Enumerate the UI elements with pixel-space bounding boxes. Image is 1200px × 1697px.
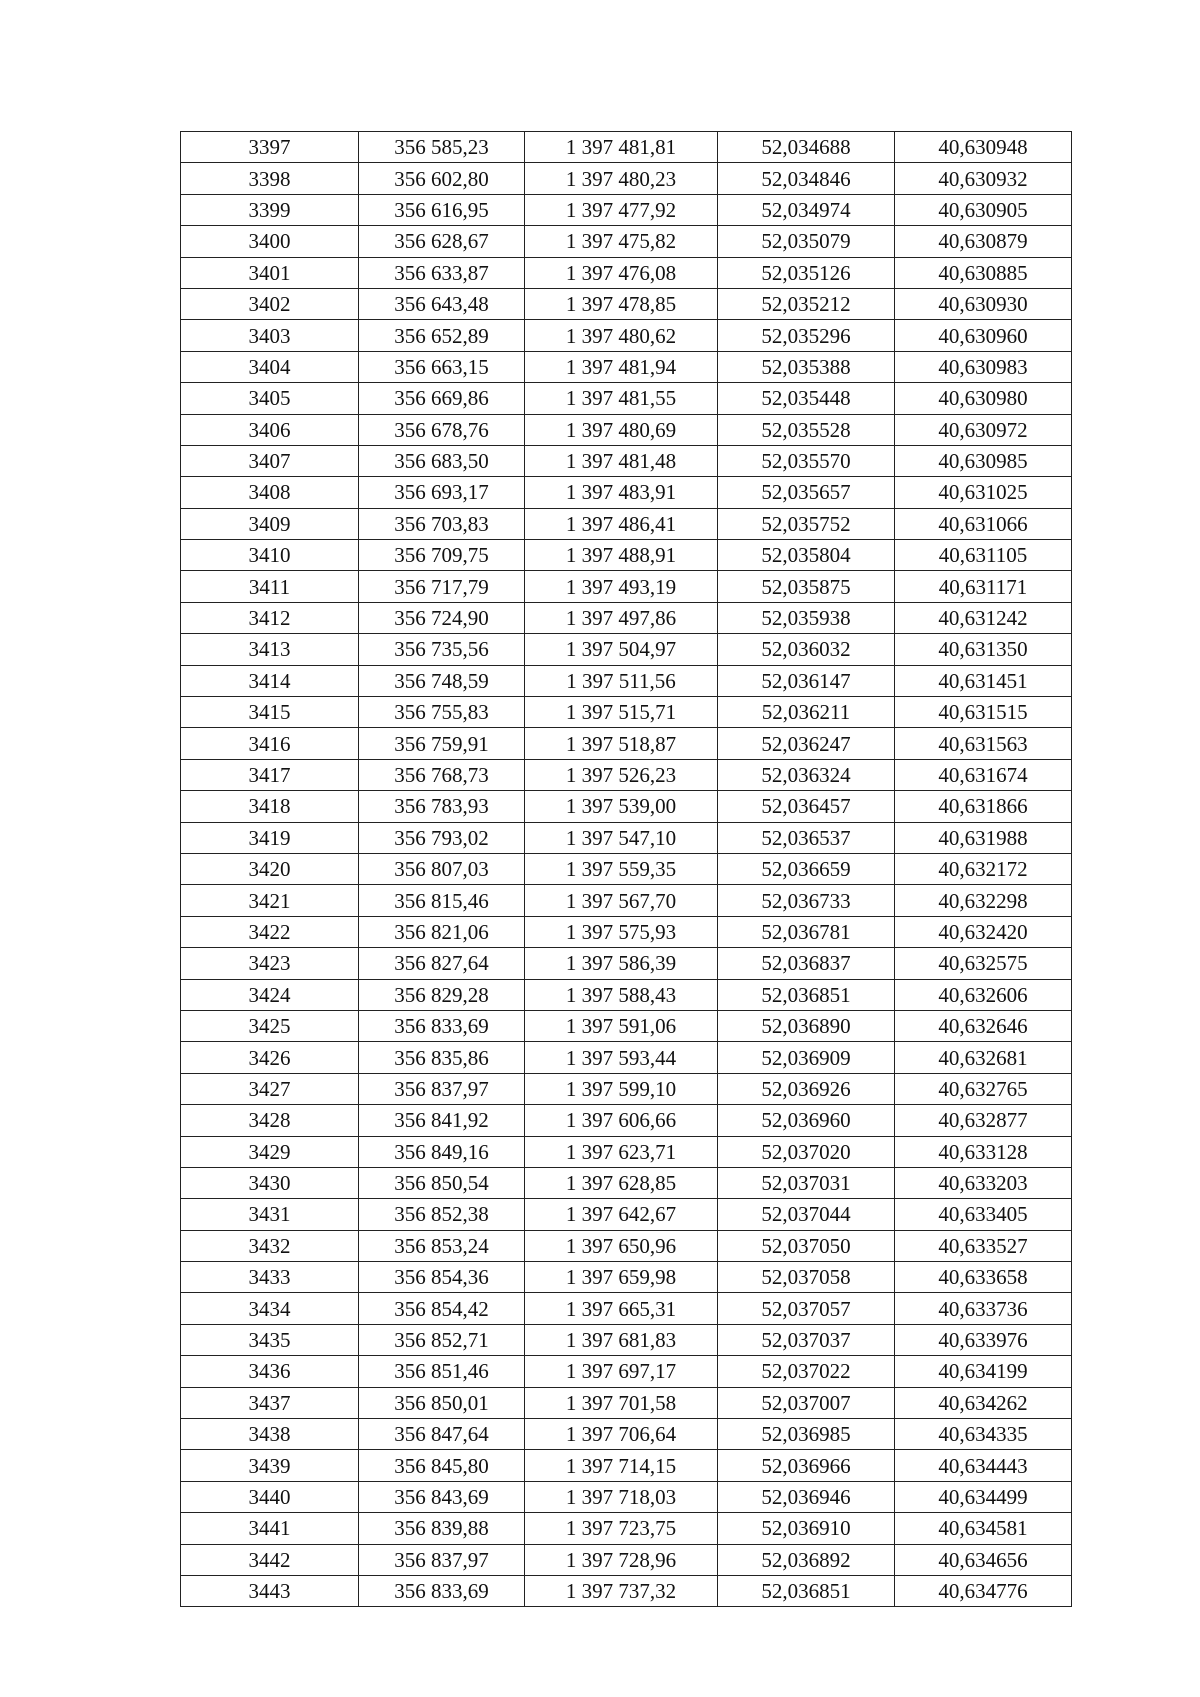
x-coordinate-cell: 356 845,80 [359, 1450, 525, 1481]
point-number-cell: 3426 [181, 1042, 359, 1073]
point-number-cell: 3407 [181, 445, 359, 476]
table-row [181, 414, 1072, 445]
longitude-cell: 40,632420 [895, 916, 1072, 947]
x-coordinate-cell: 356 616,95 [359, 194, 525, 225]
y-coordinate-cell: 1 397 526,23 [525, 759, 718, 790]
y-coordinate-cell: 1 397 606,66 [525, 1105, 718, 1136]
point-number-cell: 3437 [181, 1387, 359, 1418]
y-coordinate-cell: 1 397 493,19 [525, 571, 718, 602]
latitude-cell: 52,037007 [718, 1387, 895, 1418]
x-coordinate-cell: 356 669,86 [359, 383, 525, 414]
table-row [181, 508, 1072, 539]
coordinates-table-body [181, 132, 1072, 1607]
point-number-cell: 3406 [181, 414, 359, 445]
latitude-cell: 52,035938 [718, 602, 895, 633]
point-number-cell: 3428 [181, 1105, 359, 1136]
longitude-cell: 40,630879 [895, 226, 1072, 257]
y-coordinate-cell: 1 397 477,92 [525, 194, 718, 225]
point-number-cell: 3400 [181, 226, 359, 257]
latitude-cell: 52,035657 [718, 477, 895, 508]
latitude-cell: 52,037020 [718, 1136, 895, 1167]
table-row [181, 288, 1072, 319]
latitude-cell: 52,036960 [718, 1105, 895, 1136]
table-row [181, 477, 1072, 508]
point-number-cell: 3435 [181, 1324, 359, 1355]
latitude-cell: 52,034974 [718, 194, 895, 225]
x-coordinate-cell: 356 849,16 [359, 1136, 525, 1167]
x-coordinate-cell: 356 835,86 [359, 1042, 525, 1073]
table-row [181, 445, 1072, 476]
table-row [181, 132, 1072, 163]
x-coordinate-cell: 356 633,87 [359, 257, 525, 288]
latitude-cell: 52,036890 [718, 1010, 895, 1041]
latitude-cell: 52,036837 [718, 948, 895, 979]
longitude-cell: 40,631988 [895, 822, 1072, 853]
latitude-cell: 52,035388 [718, 351, 895, 382]
x-coordinate-cell: 356 839,88 [359, 1513, 525, 1544]
longitude-cell: 40,630983 [895, 351, 1072, 382]
longitude-cell: 40,632606 [895, 979, 1072, 1010]
longitude-cell: 40,632646 [895, 1010, 1072, 1041]
y-coordinate-cell: 1 397 567,70 [525, 885, 718, 916]
x-coordinate-cell: 356 693,17 [359, 477, 525, 508]
longitude-cell: 40,631171 [895, 571, 1072, 602]
y-coordinate-cell: 1 397 518,87 [525, 728, 718, 759]
point-number-cell: 3412 [181, 602, 359, 633]
y-coordinate-cell: 1 397 481,81 [525, 132, 718, 163]
longitude-cell: 40,633203 [895, 1167, 1072, 1198]
table-row [181, 634, 1072, 665]
point-number-cell: 3423 [181, 948, 359, 979]
table-row [181, 1136, 1072, 1167]
latitude-cell: 52,036457 [718, 791, 895, 822]
table-row [181, 1262, 1072, 1293]
longitude-cell: 40,630980 [895, 383, 1072, 414]
point-number-cell: 3442 [181, 1544, 359, 1575]
y-coordinate-cell: 1 397 588,43 [525, 979, 718, 1010]
x-coordinate-cell: 356 678,76 [359, 414, 525, 445]
table-row [181, 1010, 1072, 1041]
y-coordinate-cell: 1 397 539,00 [525, 791, 718, 822]
y-coordinate-cell: 1 397 706,64 [525, 1419, 718, 1450]
table-row [181, 1105, 1072, 1136]
table-row [181, 665, 1072, 696]
table-row [181, 853, 1072, 884]
longitude-cell: 40,631674 [895, 759, 1072, 790]
table-row [181, 1513, 1072, 1544]
y-coordinate-cell: 1 397 575,93 [525, 916, 718, 947]
table-row [181, 1199, 1072, 1230]
y-coordinate-cell: 1 397 486,41 [525, 508, 718, 539]
x-coordinate-cell: 356 850,01 [359, 1387, 525, 1418]
y-coordinate-cell: 1 397 714,15 [525, 1450, 718, 1481]
table-row [181, 916, 1072, 947]
point-number-cell: 3413 [181, 634, 359, 665]
point-number-cell: 3414 [181, 665, 359, 696]
table-row [181, 1481, 1072, 1512]
longitude-cell: 40,631066 [895, 508, 1072, 539]
table-row [181, 1042, 1072, 1073]
point-number-cell: 3403 [181, 320, 359, 351]
longitude-cell: 40,633976 [895, 1324, 1072, 1355]
point-number-cell: 3421 [181, 885, 359, 916]
longitude-cell: 40,631515 [895, 697, 1072, 728]
longitude-cell: 40,634656 [895, 1544, 1072, 1575]
longitude-cell: 40,631105 [895, 540, 1072, 571]
x-coordinate-cell: 356 793,02 [359, 822, 525, 853]
latitude-cell: 52,035296 [718, 320, 895, 351]
table-row [181, 571, 1072, 602]
y-coordinate-cell: 1 397 480,62 [525, 320, 718, 351]
latitude-cell: 52,036851 [718, 1575, 895, 1606]
latitude-cell: 52,036659 [718, 853, 895, 884]
longitude-cell: 40,630905 [895, 194, 1072, 225]
latitude-cell: 52,037031 [718, 1167, 895, 1198]
longitude-cell: 40,631563 [895, 728, 1072, 759]
x-coordinate-cell: 356 851,46 [359, 1356, 525, 1387]
point-number-cell: 3416 [181, 728, 359, 759]
latitude-cell: 52,037022 [718, 1356, 895, 1387]
longitude-cell: 40,634443 [895, 1450, 1072, 1481]
table-row [181, 759, 1072, 790]
y-coordinate-cell: 1 397 559,35 [525, 853, 718, 884]
x-coordinate-cell: 356 821,06 [359, 916, 525, 947]
point-number-cell: 3438 [181, 1419, 359, 1450]
x-coordinate-cell: 356 837,97 [359, 1073, 525, 1104]
point-number-cell: 3417 [181, 759, 359, 790]
point-number-cell: 3410 [181, 540, 359, 571]
latitude-cell: 52,036211 [718, 697, 895, 728]
longitude-cell: 40,631242 [895, 602, 1072, 633]
y-coordinate-cell: 1 397 483,91 [525, 477, 718, 508]
x-coordinate-cell: 356 833,69 [359, 1010, 525, 1041]
point-number-cell: 3401 [181, 257, 359, 288]
longitude-cell: 40,630948 [895, 132, 1072, 163]
y-coordinate-cell: 1 397 547,10 [525, 822, 718, 853]
y-coordinate-cell: 1 397 718,03 [525, 1481, 718, 1512]
longitude-cell: 40,634335 [895, 1419, 1072, 1450]
y-coordinate-cell: 1 397 480,69 [525, 414, 718, 445]
latitude-cell: 52,035126 [718, 257, 895, 288]
coordinates-table [180, 131, 1072, 1607]
point-number-cell: 3405 [181, 383, 359, 414]
latitude-cell: 52,035570 [718, 445, 895, 476]
y-coordinate-cell: 1 397 591,06 [525, 1010, 718, 1041]
x-coordinate-cell: 356 829,28 [359, 979, 525, 1010]
table-row [181, 163, 1072, 194]
table-row [181, 1230, 1072, 1261]
table-row [181, 1324, 1072, 1355]
y-coordinate-cell: 1 397 628,85 [525, 1167, 718, 1198]
latitude-cell: 52,037058 [718, 1262, 895, 1293]
table-row [181, 822, 1072, 853]
table-row [181, 226, 1072, 257]
point-number-cell: 3441 [181, 1513, 359, 1544]
y-coordinate-cell: 1 397 480,23 [525, 163, 718, 194]
latitude-cell: 52,034688 [718, 132, 895, 163]
latitude-cell: 52,036147 [718, 665, 895, 696]
latitude-cell: 52,036926 [718, 1073, 895, 1104]
point-number-cell: 3425 [181, 1010, 359, 1041]
y-coordinate-cell: 1 397 697,17 [525, 1356, 718, 1387]
latitude-cell: 52,036324 [718, 759, 895, 790]
x-coordinate-cell: 356 850,54 [359, 1167, 525, 1198]
latitude-cell: 52,036032 [718, 634, 895, 665]
table-row [181, 194, 1072, 225]
x-coordinate-cell: 356 663,15 [359, 351, 525, 382]
longitude-cell: 40,633736 [895, 1293, 1072, 1324]
latitude-cell: 52,036909 [718, 1042, 895, 1073]
longitude-cell: 40,633405 [895, 1199, 1072, 1230]
y-coordinate-cell: 1 397 515,71 [525, 697, 718, 728]
longitude-cell: 40,630972 [895, 414, 1072, 445]
x-coordinate-cell: 356 724,90 [359, 602, 525, 633]
x-coordinate-cell: 356 628,67 [359, 226, 525, 257]
latitude-cell: 52,036851 [718, 979, 895, 1010]
y-coordinate-cell: 1 397 659,98 [525, 1262, 718, 1293]
x-coordinate-cell: 356 683,50 [359, 445, 525, 476]
latitude-cell: 52,035448 [718, 383, 895, 414]
y-coordinate-cell: 1 397 481,48 [525, 445, 718, 476]
table-row [181, 383, 1072, 414]
latitude-cell: 52,036733 [718, 885, 895, 916]
x-coordinate-cell: 356 841,92 [359, 1105, 525, 1136]
point-number-cell: 3431 [181, 1199, 359, 1230]
longitude-cell: 40,632765 [895, 1073, 1072, 1104]
point-number-cell: 3402 [181, 288, 359, 319]
latitude-cell: 52,036910 [718, 1513, 895, 1544]
latitude-cell: 52,036781 [718, 916, 895, 947]
point-number-cell: 3399 [181, 194, 359, 225]
longitude-cell: 40,631866 [895, 791, 1072, 822]
latitude-cell: 52,036966 [718, 1450, 895, 1481]
x-coordinate-cell: 356 759,91 [359, 728, 525, 759]
y-coordinate-cell: 1 397 728,96 [525, 1544, 718, 1575]
x-coordinate-cell: 356 748,59 [359, 665, 525, 696]
latitude-cell: 52,037044 [718, 1199, 895, 1230]
y-coordinate-cell: 1 397 488,91 [525, 540, 718, 571]
point-number-cell: 3424 [181, 979, 359, 1010]
y-coordinate-cell: 1 397 481,94 [525, 351, 718, 382]
longitude-cell: 40,633128 [895, 1136, 1072, 1167]
x-coordinate-cell: 356 652,89 [359, 320, 525, 351]
point-number-cell: 3418 [181, 791, 359, 822]
longitude-cell: 40,631350 [895, 634, 1072, 665]
longitude-cell: 40,634581 [895, 1513, 1072, 1544]
table-row [181, 885, 1072, 916]
latitude-cell: 52,037037 [718, 1324, 895, 1355]
y-coordinate-cell: 1 397 475,82 [525, 226, 718, 257]
longitude-cell: 40,632877 [895, 1105, 1072, 1136]
table-row [181, 320, 1072, 351]
point-number-cell: 3434 [181, 1293, 359, 1324]
point-number-cell: 3415 [181, 697, 359, 728]
y-coordinate-cell: 1 397 642,67 [525, 1199, 718, 1230]
point-number-cell: 3427 [181, 1073, 359, 1104]
table-row [181, 257, 1072, 288]
x-coordinate-cell: 356 854,36 [359, 1262, 525, 1293]
y-coordinate-cell: 1 397 476,08 [525, 257, 718, 288]
latitude-cell: 52,035752 [718, 508, 895, 539]
x-coordinate-cell: 356 783,93 [359, 791, 525, 822]
point-number-cell: 3409 [181, 508, 359, 539]
x-coordinate-cell: 356 847,64 [359, 1419, 525, 1450]
x-coordinate-cell: 356 837,97 [359, 1544, 525, 1575]
point-number-cell: 3429 [181, 1136, 359, 1167]
y-coordinate-cell: 1 397 681,83 [525, 1324, 718, 1355]
longitude-cell: 40,634262 [895, 1387, 1072, 1418]
longitude-cell: 40,632298 [895, 885, 1072, 916]
y-coordinate-cell: 1 397 511,56 [525, 665, 718, 696]
x-coordinate-cell: 356 709,75 [359, 540, 525, 571]
latitude-cell: 52,035212 [718, 288, 895, 319]
longitude-cell: 40,634199 [895, 1356, 1072, 1387]
x-coordinate-cell: 356 852,38 [359, 1199, 525, 1230]
x-coordinate-cell: 356 768,73 [359, 759, 525, 790]
x-coordinate-cell: 356 853,24 [359, 1230, 525, 1261]
y-coordinate-cell: 1 397 650,96 [525, 1230, 718, 1261]
longitude-cell: 40,630932 [895, 163, 1072, 194]
table-row [181, 1387, 1072, 1418]
point-number-cell: 3436 [181, 1356, 359, 1387]
table-row [181, 1073, 1072, 1104]
longitude-cell: 40,633527 [895, 1230, 1072, 1261]
latitude-cell: 52,035528 [718, 414, 895, 445]
table-row [181, 728, 1072, 759]
point-number-cell: 3404 [181, 351, 359, 382]
table-row [181, 948, 1072, 979]
latitude-cell: 52,035804 [718, 540, 895, 571]
longitude-cell: 40,634776 [895, 1575, 1072, 1606]
y-coordinate-cell: 1 397 599,10 [525, 1073, 718, 1104]
longitude-cell: 40,632172 [895, 853, 1072, 884]
point-number-cell: 3411 [181, 571, 359, 602]
y-coordinate-cell: 1 397 665,31 [525, 1293, 718, 1324]
table-row [181, 1575, 1072, 1606]
longitude-cell: 40,630985 [895, 445, 1072, 476]
longitude-cell: 40,633658 [895, 1262, 1072, 1293]
point-number-cell: 3419 [181, 822, 359, 853]
y-coordinate-cell: 1 397 481,55 [525, 383, 718, 414]
point-number-cell: 3397 [181, 132, 359, 163]
table-row [181, 1356, 1072, 1387]
table-row [181, 1544, 1072, 1575]
latitude-cell: 52,036892 [718, 1544, 895, 1575]
point-number-cell: 3433 [181, 1262, 359, 1293]
latitude-cell: 52,036985 [718, 1419, 895, 1450]
longitude-cell: 40,630930 [895, 288, 1072, 319]
table-row [181, 1293, 1072, 1324]
latitude-cell: 52,034846 [718, 163, 895, 194]
y-coordinate-cell: 1 397 701,58 [525, 1387, 718, 1418]
x-coordinate-cell: 356 843,69 [359, 1481, 525, 1512]
longitude-cell: 40,630885 [895, 257, 1072, 288]
point-number-cell: 3408 [181, 477, 359, 508]
y-coordinate-cell: 1 397 593,44 [525, 1042, 718, 1073]
y-coordinate-cell: 1 397 623,71 [525, 1136, 718, 1167]
x-coordinate-cell: 356 643,48 [359, 288, 525, 319]
table-row [181, 979, 1072, 1010]
table-row [181, 351, 1072, 382]
longitude-cell: 40,634499 [895, 1481, 1072, 1512]
latitude-cell: 52,035079 [718, 226, 895, 257]
x-coordinate-cell: 356 833,69 [359, 1575, 525, 1606]
longitude-cell: 40,632681 [895, 1042, 1072, 1073]
x-coordinate-cell: 356 585,23 [359, 132, 525, 163]
point-number-cell: 3398 [181, 163, 359, 194]
longitude-cell: 40,630960 [895, 320, 1072, 351]
table-row [181, 1419, 1072, 1450]
y-coordinate-cell: 1 397 586,39 [525, 948, 718, 979]
y-coordinate-cell: 1 397 497,86 [525, 602, 718, 633]
table-row [181, 1167, 1072, 1198]
longitude-cell: 40,631025 [895, 477, 1072, 508]
x-coordinate-cell: 356 827,64 [359, 948, 525, 979]
table-row [181, 791, 1072, 822]
latitude-cell: 52,036537 [718, 822, 895, 853]
table-row [181, 540, 1072, 571]
x-coordinate-cell: 356 602,80 [359, 163, 525, 194]
table-row [181, 602, 1072, 633]
point-number-cell: 3430 [181, 1167, 359, 1198]
latitude-cell: 52,037050 [718, 1230, 895, 1261]
table-row [181, 1450, 1072, 1481]
latitude-cell: 52,037057 [718, 1293, 895, 1324]
longitude-cell: 40,631451 [895, 665, 1072, 696]
point-number-cell: 3432 [181, 1230, 359, 1261]
latitude-cell: 52,036247 [718, 728, 895, 759]
latitude-cell: 52,035875 [718, 571, 895, 602]
point-number-cell: 3440 [181, 1481, 359, 1512]
x-coordinate-cell: 356 807,03 [359, 853, 525, 884]
y-coordinate-cell: 1 397 737,32 [525, 1575, 718, 1606]
y-coordinate-cell: 1 397 504,97 [525, 634, 718, 665]
point-number-cell: 3422 [181, 916, 359, 947]
point-number-cell: 3420 [181, 853, 359, 884]
x-coordinate-cell: 356 735,56 [359, 634, 525, 665]
x-coordinate-cell: 356 815,46 [359, 885, 525, 916]
x-coordinate-cell: 356 703,83 [359, 508, 525, 539]
point-number-cell: 3439 [181, 1450, 359, 1481]
table-row [181, 697, 1072, 728]
point-number-cell: 3443 [181, 1575, 359, 1606]
x-coordinate-cell: 356 755,83 [359, 697, 525, 728]
x-coordinate-cell: 356 854,42 [359, 1293, 525, 1324]
x-coordinate-cell: 356 717,79 [359, 571, 525, 602]
x-coordinate-cell: 356 852,71 [359, 1324, 525, 1355]
y-coordinate-cell: 1 397 478,85 [525, 288, 718, 319]
latitude-cell: 52,036946 [718, 1481, 895, 1512]
longitude-cell: 40,632575 [895, 948, 1072, 979]
y-coordinate-cell: 1 397 723,75 [525, 1513, 718, 1544]
